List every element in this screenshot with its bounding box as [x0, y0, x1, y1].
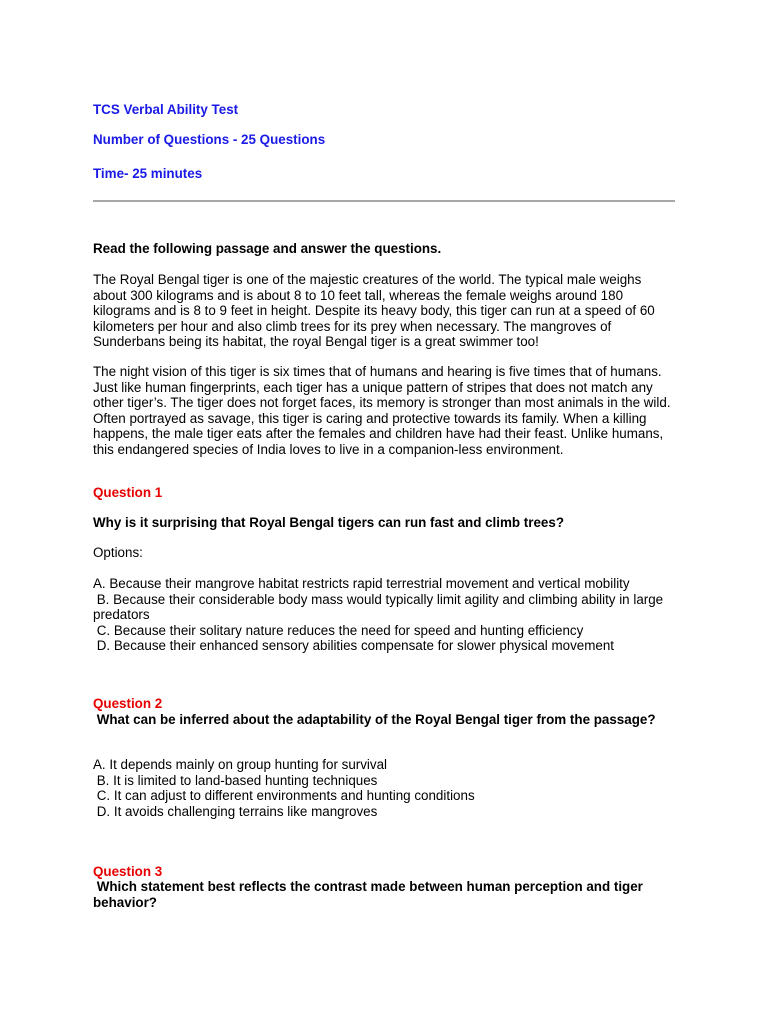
option-item: D. It avoids challenging terrains like mangroves [93, 803, 378, 819]
question-1-options [93, 576, 678, 654]
option-item: C. Because their solitary nature reduces the need for speed and hunting efficiency [93, 622, 584, 638]
question-1-text: Why is it surprising that Royal Bengal tigers can run fast and climb trees? [93, 515, 565, 530]
instructions: Read the following passage and answer the questions. [93, 241, 442, 256]
option-item: B. Because their considerable body mass would typically limit agility and climbing ability in large predators [93, 591, 667, 623]
horizontal-divider [93, 200, 675, 202]
question-1-label: Question 1 [93, 485, 163, 500]
option-item: D. Because their enhanced sensory abilities compensate for slower physical movement [93, 638, 615, 654]
question-2-text: What can be inferred about the adaptability of the Royal Bengal tiger from the passage? [93, 712, 656, 727]
question-2-options [93, 757, 678, 819]
question-3-label: Question 3 [93, 864, 163, 879]
time-limit: Time- 25 minutes [93, 166, 203, 181]
document-title: TCS Verbal Ability Test [93, 102, 239, 117]
passage-paragraph-2: The night vision of this tiger is six times that of humans and hearing is five times that of humans. Just like human fingerprints, each tiger has a unique pattern of stripes that does not match any other tiger’s. The tiger does not forget faces, its memory is stronger than most animals in the wild. Often portrayed as savage, this tiger is caring and protective towards its family. When a killing happens, the male tiger eats after the females and children have had their feast. Unlike humans, this endangered species of India loves to live in a companion-less environment. [93, 364, 671, 457]
option-item: C. It can adjust to different environments and hunting conditions [93, 788, 475, 804]
option-item: B. It is limited to land-based hunting techniques [93, 772, 378, 788]
question-2-label: Question 2 [93, 696, 163, 711]
option-item: A. It depends mainly on group hunting for survival [93, 757, 388, 772]
options-label: Options: [93, 545, 143, 560]
passage-paragraph-1: The Royal Bengal tiger is one of the majestic creatures of the world. The typical male weighs about 300 kilograms and is about 8 to 10 feet tall, whereas the female weighs around 180 kilograms and is 8 to 9 feet in height. Despite its heavy body, this tiger can run at a speed of 60 kilometers per hour and also climb trees for its prey when necessary. The mangroves of Sunderbans being its habitat, the royal Bengal tiger is a great swimmer too! [93, 272, 655, 350]
option-item: A. Because their mangrove habitat restricts rapid terrestrial movement and vertical mobility [93, 576, 630, 591]
question-count: Number of Questions - 25 Questions [93, 132, 326, 147]
question-3-text: Which statement best reflects the contrast made between human perception and tiger behavior? [93, 879, 647, 910]
